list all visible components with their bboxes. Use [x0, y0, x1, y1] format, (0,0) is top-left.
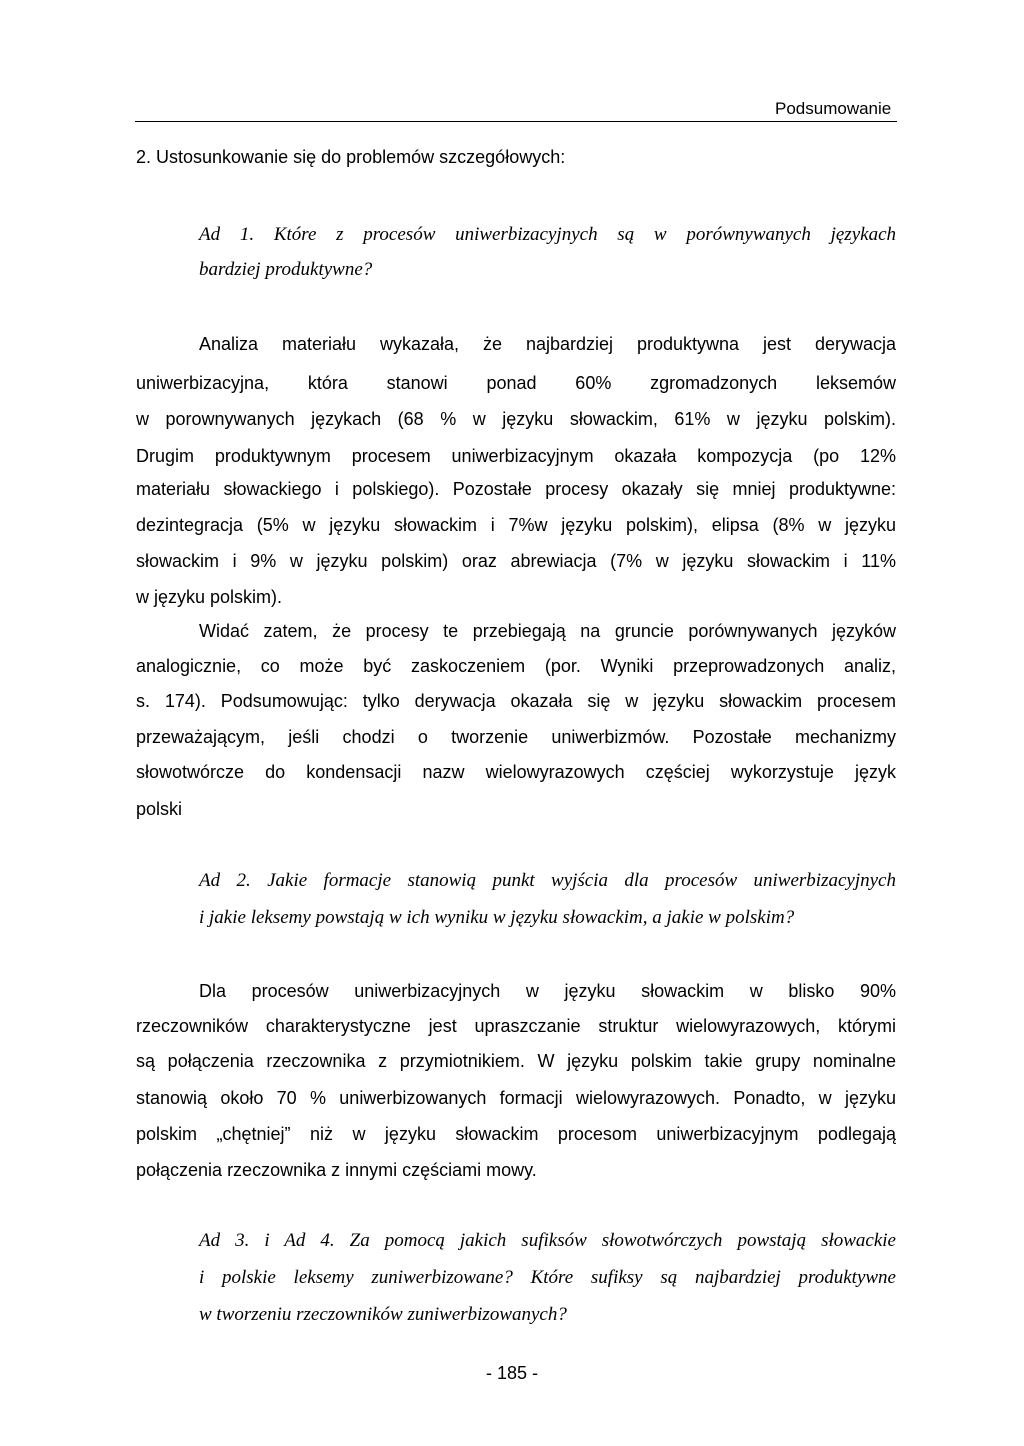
paragraph-3-line: rzeczowników charakterystyczne jest upraszczanie struktur wielowyrazowych, którymi	[136, 1016, 896, 1036]
question-3-line: Ad 3. i Ad 4. Za pomocą jakich sufiksów słowotwórczych powstają słowackie	[199, 1230, 896, 1251]
header-rule	[135, 121, 897, 122]
paragraph-1-line: Analiza materiału wykazała, że najbardziej produktywna jest derywacja	[199, 334, 896, 354]
question-1-line: bardziej produktywne?	[199, 259, 373, 280]
paragraph-2-line: polski	[136, 799, 183, 819]
paragraph-3-line: stanowią około 70 % uniwerbizowanych formacji wielowyrazowych. Ponadto, w języku	[136, 1088, 896, 1108]
paragraph-1-line: Drugim produktywnym procesem uniwerbizacyjnym okazała kompozycja (po 12%	[136, 446, 896, 466]
paragraph-1-line: uniwerbizacyjna, która stanowi ponad 60% zgromadzonych leksemów	[136, 373, 896, 393]
paragraph-3-line: polskim „chętniej” niż w języku słowackim procesom uniwerbizacyjnym podlegają	[136, 1124, 896, 1144]
paragraph-2-line: analogicznie, co może być zaskoczeniem (por. Wyniki przeprowadzonych analiz,	[136, 656, 896, 676]
paragraph-3-line: połączenia rzeczownika z innymi częściami mowy.	[136, 1160, 537, 1180]
paragraph-2-line: Widać zatem, że procesy te przebiegają na gruncie porównywanych języków	[199, 621, 896, 641]
question-2-line: i jakie leksemy powstają w ich wyniku w języku słowackim, a jakie w polskim?	[199, 907, 795, 928]
paragraph-2-line: słowotwórcze do kondensacji nazw wielowyrazowych częściej wykorzystuje język	[136, 762, 896, 782]
question-2-line: Ad 2. Jakie formacje stanowią punkt wyjścia dla procesów uniwerbizacyjnych	[199, 870, 896, 891]
question-1-line: Ad 1. Które z procesów uniwerbizacyjnych są w porównywanych językach	[199, 224, 896, 245]
running-header: Podsumowanie	[775, 99, 892, 118]
paragraph-1-line: słowackim i 9% w języku polskim) oraz abrewiacja (7% w języku słowackim i 11%	[136, 551, 896, 571]
paragraph-2-line: s. 174). Podsumowując: tylko derywacja okazała się w języku słowackim procesem	[136, 691, 896, 711]
paragraph-3-line: Dla procesów uniwerbizacyjnych w języku słowackim w blisko 90%	[199, 981, 896, 1001]
question-3-line: w tworzeniu rzeczowników zuniwerbizowanych?	[199, 1304, 567, 1325]
paragraph-1-line: w porownywanych językach (68 % w języku słowackim, 61% w języku polskim).	[136, 409, 896, 429]
paragraph-1-line: dezintegracja (5% w języku słowackim i 7%w języku polskim), elipsa (8% w języku	[136, 515, 896, 535]
question-3-line: i polskie leksemy zuniwerbizowane? Które sufiksy są najbardziej produktywne	[199, 1267, 896, 1288]
page-number: - 185 -	[485, 1363, 539, 1383]
section-heading: 2. Ustosunkowanie się do problemów szczegółowych:	[136, 147, 566, 167]
paragraph-1-line: materiału słowackiego i polskiego). Pozostałe procesy okazały się mniej produktywne:	[136, 479, 896, 499]
paragraph-1-line: w języku polskim).	[136, 587, 283, 607]
paragraph-3-line: są połączenia rzeczownika z przymiotnikiem. W języku polskim takie grupy nominalne	[136, 1051, 896, 1071]
paragraph-2-line: przeważającym, jeśli chodzi o tworzenie uniwerbizmów. Pozostałe mechanizmy	[136, 727, 896, 747]
